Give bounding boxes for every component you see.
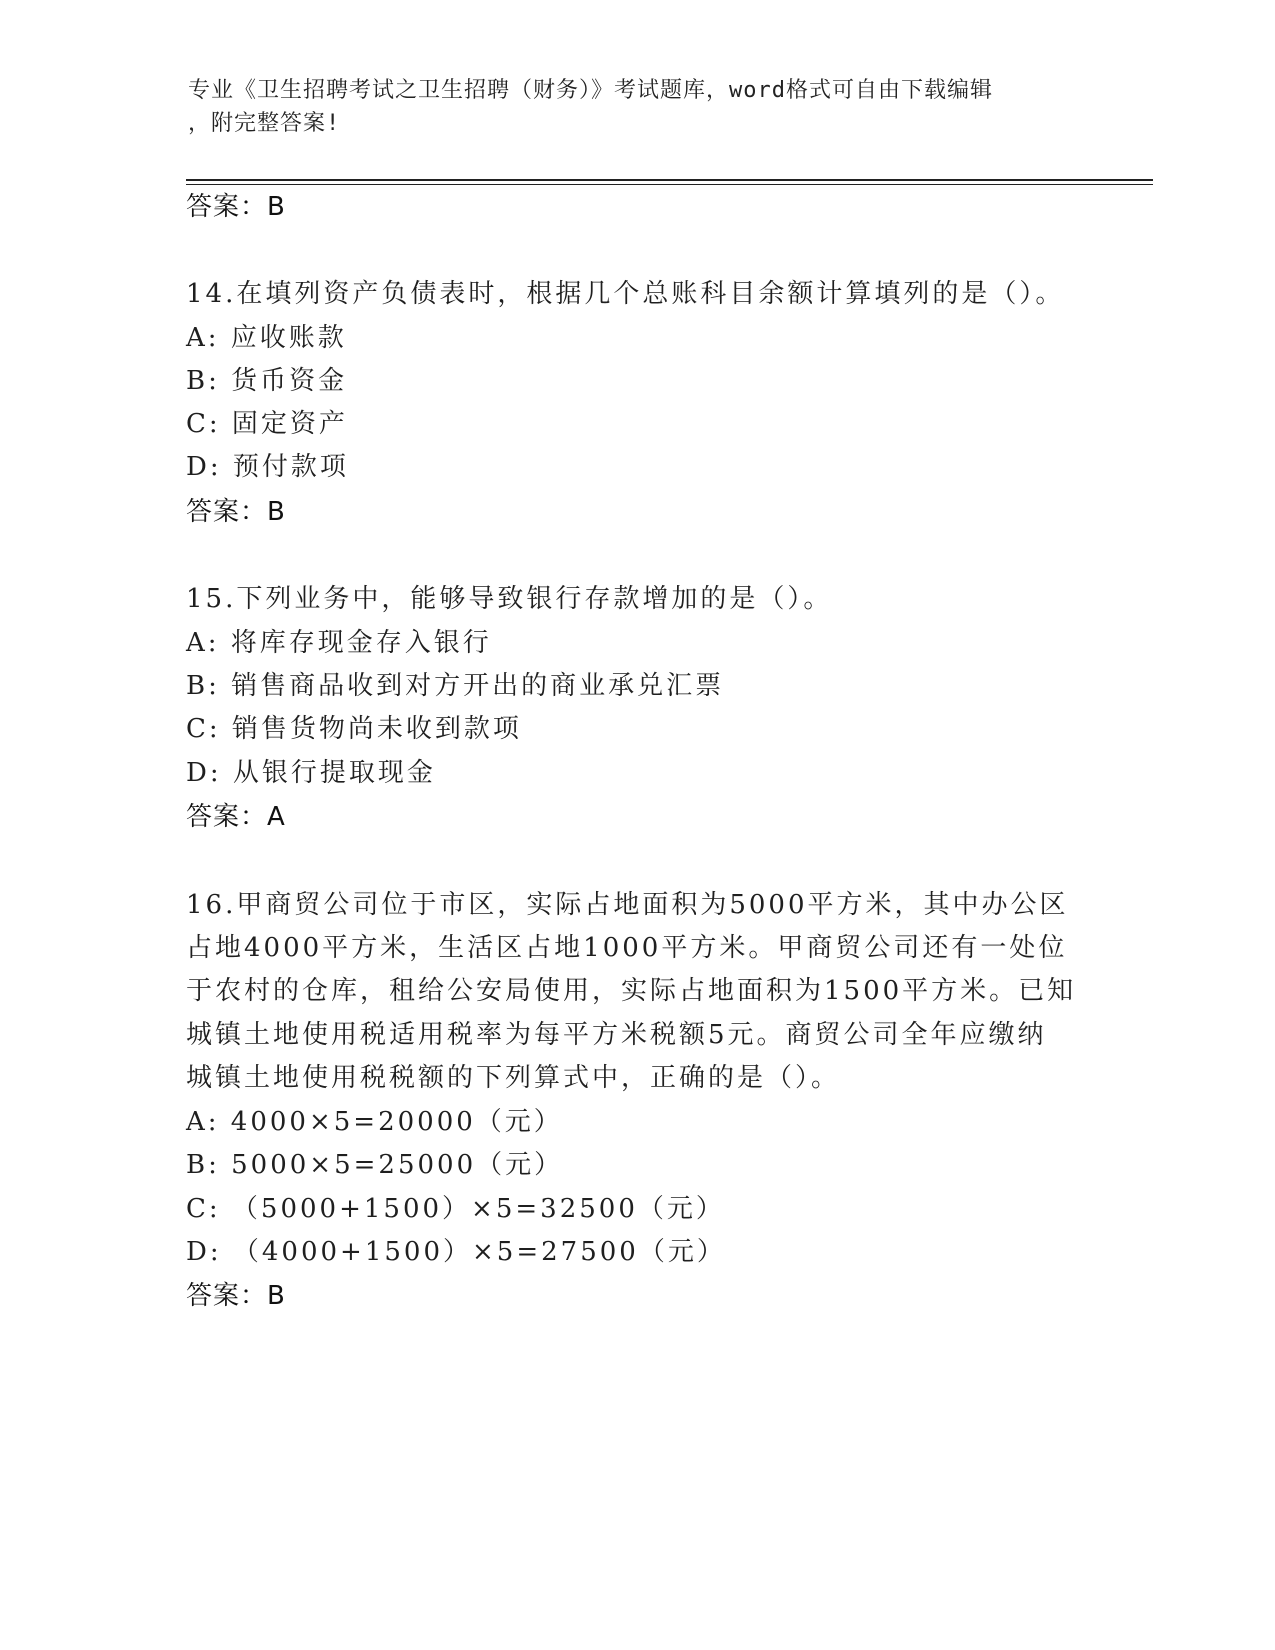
- question-14-option-d: D: 预付款项: [186, 452, 349, 482]
- question-15-option-c: C: 销售货物尚未收到款项: [186, 714, 522, 744]
- question-14-option-c: C: 固定资产: [186, 409, 348, 439]
- question-16-text-line-4: 城镇土地使用税适用税率为每平方米税额5元。商贸公司全年应缴纳: [186, 1020, 1047, 1050]
- header-line-1: 专业《卫生招聘考试之卫生招聘（财务）》考试题库，word格式可自由下载编辑: [188, 78, 993, 103]
- question-16-option-a: A: 4000×5=20000（元）: [186, 1107, 563, 1137]
- question-15-option-d: D: 从银行提取现金: [186, 758, 436, 788]
- document-header: [188, 74, 1068, 140]
- question-16-option-d: D: （4000+1500）×5=27500（元）: [186, 1237, 726, 1267]
- header-divider: [186, 179, 1153, 181]
- question-16-option-c: C: （5000+1500）×5=32500（元）: [186, 1194, 725, 1224]
- question-15-answer: 答案：A: [186, 802, 286, 832]
- question-15-option-b: B: 销售商品收到对方开出的商业承兑汇票: [186, 671, 725, 701]
- question-14-text: 14.在填列资产负债表时，根据几个总账科目余额计算填列的是（）。: [186, 279, 1065, 309]
- header-line-2: ，附完整答案!: [188, 111, 341, 136]
- question-14-answer: 答案：B: [186, 497, 286, 527]
- question-16-answer: 答案：B: [186, 1281, 286, 1311]
- previous-answer: 答案：B: [186, 192, 286, 222]
- question-15-text: 15.下列业务中，能够导致银行存款增加的是（）。: [186, 584, 833, 614]
- question-16-text-line-5: 城镇土地使用税税额的下列算式中，正确的是（）。: [186, 1063, 841, 1093]
- question-16-text-line-3: 于农村的仓库，租给公安局使用，实际占地面积为1500平方米。已知: [186, 976, 1077, 1006]
- question-14-option-b: B: 货币资金: [186, 366, 348, 396]
- header-divider-thin: [186, 184, 1153, 185]
- question-15-option-a: A: 将库存现金存入银行: [186, 628, 492, 658]
- question-16-option-b: B: 5000×5=25000（元）: [186, 1150, 564, 1180]
- question-14-option-a: A: 应收账款: [186, 323, 347, 353]
- question-16-text-line-2: 占地4000平方米，生活区占地1000平方米。甲商贸公司还有一处位: [186, 933, 1068, 963]
- question-16-text-line-1: 16.甲商贸公司位于市区，实际占地面积为5000平方米，其中办公区: [186, 890, 1069, 920]
